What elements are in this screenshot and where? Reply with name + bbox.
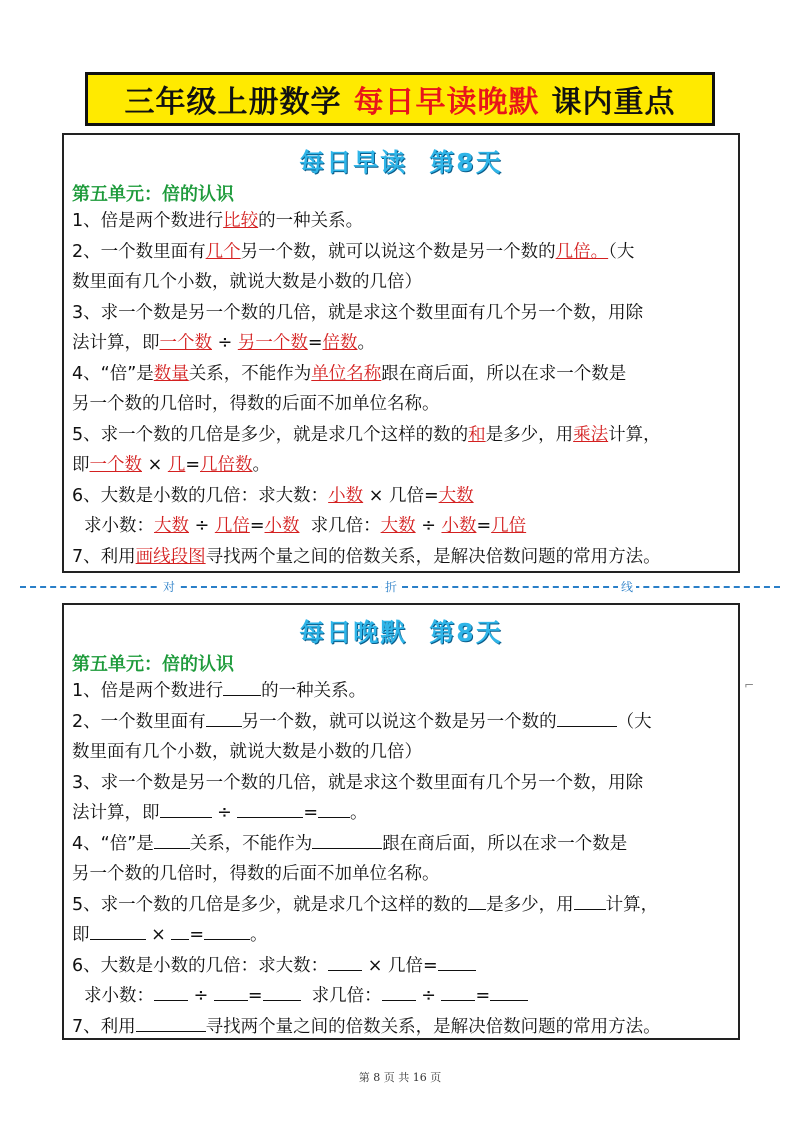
text: 即 [72, 455, 90, 475]
evening-item-2 [72, 707, 732, 738]
fold-word: 对 [160, 578, 178, 595]
margin-mark: ⌐ [744, 678, 755, 692]
text: 另一个数，就可以说这个数是另一个数的 [240, 241, 556, 262]
operator: × [151, 925, 166, 945]
operator: ÷ [421, 986, 436, 1006]
text: 关系，不能作为 [189, 833, 313, 854]
answer: 小数 [441, 516, 477, 536]
banner-grade: 三年级上册数学 [124, 85, 342, 120]
operator: = [476, 516, 492, 536]
operator: × 几倍= [368, 485, 439, 506]
morning-item-5-cont [72, 450, 732, 481]
answer: 另一个数 [237, 333, 308, 353]
evening-item-5 [72, 890, 732, 921]
text: 7、利用 [72, 546, 136, 567]
morning-item-5 [72, 420, 732, 451]
evening-item-4 [72, 829, 732, 860]
operator: = [475, 986, 491, 1006]
evening-item-2-cont: 数里面有几个小数，就说大数是小数的几倍） [72, 742, 422, 762]
morning-item-6 [72, 481, 732, 512]
operator: ÷ [217, 333, 233, 353]
morning-item-6-cont [72, 511, 732, 542]
evening-title [64, 613, 738, 649]
operator: × [147, 455, 163, 475]
text: 5、求一个数的几倍是多少，就是求几个这样的数的 [72, 894, 469, 915]
morning-title [64, 143, 738, 179]
evening-item-5-cont [72, 920, 732, 951]
blank[interactable] [328, 954, 362, 971]
evening-item-3: 3、求一个数是另一个数的几倍，就是求这个数里面有几个另一个数，用除 [72, 772, 644, 793]
text: 的一种关系。 [261, 681, 367, 701]
evening-unit-heading: 第五单元：倍的认识 [72, 654, 234, 675]
answer: 几倍数 [200, 455, 253, 475]
text: 。 [350, 803, 368, 823]
text: 。 [250, 925, 268, 945]
text: 跟在商后面，所以在求一个数是 [382, 833, 628, 854]
banner-focus: 课内重点 [551, 85, 676, 120]
text: 计算， [608, 424, 661, 445]
operator: = [307, 333, 323, 353]
operator: ÷ [193, 986, 209, 1006]
answer: 几倍 [214, 516, 250, 536]
blank[interactable] [382, 984, 416, 1001]
evening-title-text: 每日晚默 [299, 618, 408, 647]
morning-item-3: 3、求一个数是另一个数的几倍，就是求这个数里面有几个另一个数，用除 [72, 302, 644, 323]
answer: 大数 [438, 485, 474, 506]
text: 求几倍： [311, 986, 382, 1006]
text: 6、大数是小数的几倍：求大数： [72, 955, 329, 976]
text: 4、“倍”是 [72, 363, 154, 384]
text: （大 [608, 241, 635, 262]
operator: ÷ [217, 803, 232, 823]
text: 5、求一个数的几倍是多少，就是求几个这样的数的 [72, 424, 469, 445]
blank[interactable] [136, 1015, 206, 1032]
operator: = [247, 986, 263, 1006]
fold-line [20, 578, 780, 598]
morning-item-2-cont: 数里面有几个小数，就说大数是小数的几倍） [72, 272, 422, 292]
fold-word: 线 [618, 578, 636, 595]
operator: = [249, 516, 265, 536]
page-footer: 第 8 页 共 16 页 [358, 1071, 442, 1084]
answer: 一个数 [89, 455, 142, 475]
evening-item-1 [72, 676, 732, 707]
text: 7、利用 [72, 1016, 136, 1037]
answer: 一个数 [159, 333, 212, 353]
blank[interactable] [237, 801, 303, 818]
blank[interactable] [214, 984, 248, 1001]
text: 寻找两个量之间的倍数关系，是解决倍数问题的常用方法。 [205, 546, 661, 567]
morning-reading-box [62, 133, 740, 573]
blank[interactable] [160, 801, 212, 818]
text: 关系，不能作为 [188, 363, 312, 384]
blank[interactable] [557, 710, 617, 727]
blank[interactable] [312, 832, 382, 849]
operator: ÷ [194, 516, 210, 536]
evening-item-6 [72, 951, 732, 982]
blank[interactable] [223, 679, 261, 696]
operator: = [189, 925, 204, 945]
text: 是多少，用 [486, 894, 574, 915]
text: 法计算，即 [72, 333, 160, 353]
evening-item-3-cont [72, 798, 732, 829]
evening-item-7 [72, 1012, 732, 1043]
text: 即 [72, 925, 90, 945]
text: 计算， [605, 894, 659, 915]
text: 2、一个数里面有 [72, 241, 206, 262]
text: 是多少，用 [485, 424, 574, 445]
blank[interactable] [574, 893, 606, 910]
morning-item-3-cont [72, 328, 732, 359]
evening-content [72, 676, 732, 1042]
text: （大 [616, 711, 652, 732]
answer: 单位名称 [311, 363, 382, 384]
blank[interactable] [154, 984, 188, 1001]
blank[interactable] [468, 893, 486, 910]
morning-item-4 [72, 359, 732, 390]
evening-day: 第8天 [429, 618, 503, 647]
operator: × 几倍= [367, 955, 438, 976]
text: 寻找两个量之间的倍数关系，是解决倍数问题的常用方法。 [205, 1016, 661, 1037]
text: 1、倍是两个数进行 [72, 681, 224, 701]
evening-item-6-cont [72, 981, 732, 1012]
answer: 几个 [205, 241, 241, 262]
morning-unit-heading: 第五单元：倍的认识 [72, 184, 234, 205]
text: 1、倍是两个数进行 [72, 211, 224, 231]
operator: ÷ [421, 516, 436, 536]
answer: 比较 [223, 211, 259, 231]
blank[interactable] [90, 923, 146, 940]
blank[interactable] [154, 832, 190, 849]
blank[interactable] [263, 984, 301, 1001]
blank[interactable] [206, 710, 242, 727]
answer: 小数 [328, 485, 364, 506]
blank[interactable] [490, 984, 528, 1001]
answer: 小数 [264, 516, 300, 536]
text: 另一个数，就可以说这个数是另一个数的 [241, 711, 557, 732]
text: 跟在商后面，所以在求一个数是 [381, 363, 627, 384]
answer: 大数 [154, 516, 189, 536]
banner-title: 每日早读晚默 [353, 85, 540, 120]
evening-item-4-cont: 另一个数的几倍时，得数的后面不加单位名称。 [72, 864, 440, 884]
blank[interactable] [441, 984, 475, 1001]
text: 4、“倍”是 [72, 833, 154, 854]
morning-item-2 [72, 237, 732, 268]
blank[interactable] [318, 801, 350, 818]
answer: 和 [468, 424, 486, 445]
text: 求小数： [84, 516, 154, 536]
morning-title-text: 每日早读 [299, 148, 408, 177]
answer: 大数 [380, 516, 416, 536]
text: 。 [357, 333, 375, 353]
page-banner [85, 72, 715, 126]
morning-item-1 [72, 206, 732, 237]
blank[interactable] [438, 954, 476, 971]
answer: 倍数 [322, 333, 358, 353]
text: 。 [252, 455, 270, 475]
morning-content [72, 206, 732, 572]
morning-item-7 [72, 542, 732, 573]
blank[interactable] [204, 923, 250, 940]
operator: = [303, 803, 318, 823]
fold-word: 折 [382, 578, 400, 595]
answer: 画线段图 [135, 546, 206, 567]
answer: 乘法 [573, 424, 609, 445]
operator: = [185, 455, 200, 475]
answer: 几 [167, 455, 186, 475]
text: 2、一个数里面有 [72, 711, 206, 732]
text: 法计算，即 [72, 803, 160, 823]
text: 求几倍： [310, 516, 381, 536]
answer: 数量 [153, 363, 189, 384]
text: 6、大数是小数的几倍：求大数： [72, 485, 329, 506]
answer: 几倍。 [555, 241, 609, 262]
morning-item-4-cont: 另一个数的几倍时，得数的后面不加单位名称。 [72, 394, 440, 414]
answer: 几倍 [491, 516, 527, 536]
text: 的一种关系。 [258, 211, 364, 231]
evening-dictation-box [62, 603, 740, 1040]
text: 求小数： [84, 986, 154, 1006]
morning-day: 第8天 [429, 148, 503, 177]
blank[interactable] [171, 923, 189, 940]
